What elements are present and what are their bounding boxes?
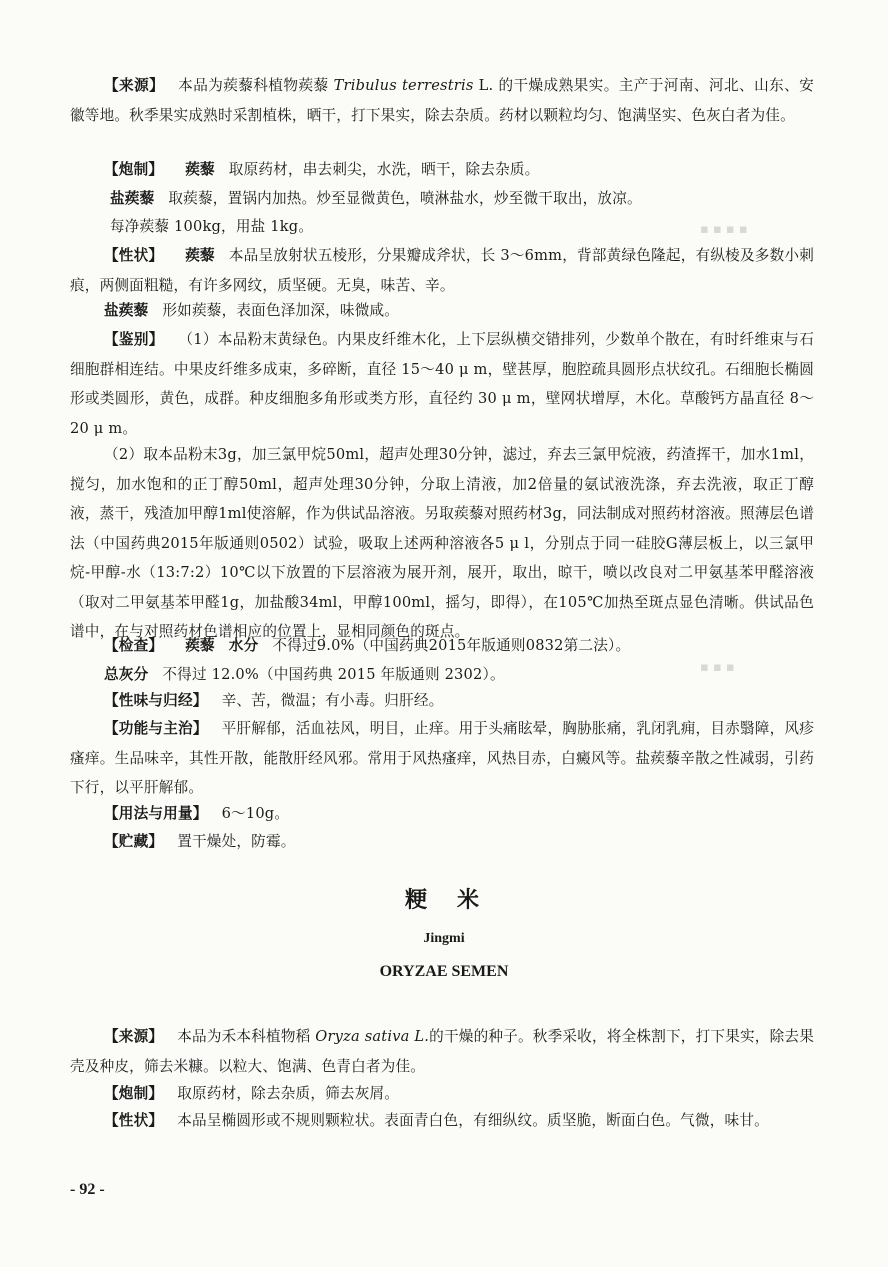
storage-section <box>70 827 814 857</box>
properties-item-name: 盐蒺藜 <box>104 302 149 319</box>
page-number: - 92 - <box>70 1181 105 1198</box>
properties-item-text: 形如蒺藜，表面色泽加深，味微咸。 <box>162 302 400 319</box>
properties-item-name: 蒺藜 <box>185 247 215 264</box>
source-label: 【来源】 <box>104 77 165 94</box>
identification-part-2 <box>70 440 814 647</box>
storage-text: 置干燥处，防霉。 <box>177 833 296 850</box>
properties-label: 【性状】 <box>104 1112 164 1129</box>
source-latin-name: Oryza sativa L. <box>315 1028 430 1045</box>
properties-item-text: 本品呈放射状五棱形，分果瓣成斧状，长 3～6mm，背部黄绿色隆起，有纵棱及多数小刺痕，两侧面粗糙，有许多网纹，质坚硬。无臭，味苦、辛。 <box>70 247 814 294</box>
properties-label: 【性状】 <box>104 247 164 264</box>
total-ash-text: 不得过 12.0%（中国药典 2015 年版通则 2302）。 <box>162 666 505 683</box>
function-text: 平肝解郁，活血祛风，明目，止痒。用于头痛眩晕，胸胁胀痛，乳闭乳痈，目赤翳障，风疹瘙痒。生品味辛，其性开散，能散肝经风邪。常用于风热瘙痒，风热目赤，白癜风等。盐蒺藜辛散之性减弱，引药下行，以平肝解郁。 <box>70 720 814 796</box>
identification-label: 【鉴别】 <box>104 331 164 348</box>
processing-note <box>70 212 814 242</box>
nature-label: 【性味与归经】 <box>104 692 208 709</box>
source-label: 【来源】 <box>104 1028 164 1045</box>
properties-section-2 <box>70 1106 814 1136</box>
function-label: 【功能与主治】 <box>104 720 208 737</box>
bleed-through-text: ▪ ▪ ▪ ▪ <box>700 222 748 237</box>
dosage-label: 【用法与用量】 <box>104 805 208 822</box>
processing-label: 【炮制】 <box>104 161 164 178</box>
processing-note-text: 每净蒺藜 100kg，用盐 1kg。 <box>110 218 314 235</box>
entry-title: 粳 米 <box>404 888 483 913</box>
properties-text: 本品呈椭圆形或不规则颗粒状。表面青白色，有细纵纹。质坚脆，断面白色。气微，味甘。 <box>177 1112 769 1129</box>
processing-item-salt <box>70 184 814 214</box>
total-ash-label: 总灰分 <box>104 666 149 683</box>
source-latin-name: Tribulus terrestris <box>333 77 474 94</box>
processing-item-text: 取蒺藜，置锅内加热。炒至显微黄色，喷淋盐水，炒至微干取出，放凉。 <box>168 190 642 207</box>
source-section-2 <box>70 1022 814 1081</box>
identification-section <box>70 325 814 443</box>
nature-section <box>70 686 814 716</box>
source-text-post: L. 的干燥成熟果实。主产于河南、河北、山东、安徽等地。秋季果实成熟时采割植株，晒干，打下果实，除去杂质。药材以颗粒均匀、饱满坚实、色灰白者为佳。 <box>70 77 814 124</box>
entry-latin-title: ORYZAE SEMEN <box>379 963 509 980</box>
bleed-through-text: ▪ ▪ ▪ <box>700 660 735 675</box>
source-text-pre: 本品为禾本科植物稻 <box>177 1028 316 1045</box>
dosage-text: 6～10g。 <box>221 805 290 822</box>
dosage-section <box>70 799 814 829</box>
properties-section <box>70 241 814 300</box>
check-subitem: 水分 <box>228 637 259 654</box>
processing-item-text: 取原药材，串去刺尖，水洗，晒干，除去杂质。 <box>228 161 540 178</box>
source-text-pre: 本品为蒺藜科植物蒺藜 <box>178 77 334 94</box>
properties-item-salt <box>70 296 814 326</box>
identification-text-1: （1）本品粉末黄绿色。内果皮纤维木化，上下层纵横交错排列，少数单个散在，有时纤维束与石细胞群相连结。中果皮纤维多成束，多碎断，直径 15～40 μ m，壁甚厚，胞腔疏具圆形点状纹孔。石细胞长椭圆形或类圆形，黄色，成群。种皮细胞多角形或类方形，直径约 30 μ m，壁网状增厚，木化。草酸钙方晶直径 8～20 μ m。 <box>70 331 814 437</box>
processing-section <box>70 155 814 185</box>
entry-pinyin: Jingmi <box>423 931 465 946</box>
nature-text: 辛、苦，微温；有小毒。归肝经。 <box>221 692 444 709</box>
check-item-name: 蒺藜 <box>185 637 215 654</box>
storage-label: 【贮藏】 <box>104 833 164 850</box>
check-section <box>70 631 814 661</box>
source-section <box>70 71 814 130</box>
processing-section-2 <box>70 1079 814 1109</box>
processing-item-name: 盐蒺藜 <box>110 190 155 207</box>
processing-label: 【炮制】 <box>104 1085 164 1102</box>
processing-item-name: 蒺藜 <box>185 161 215 178</box>
check-text: 不得过9.0%（中国药典2015年版通则0832第二法）。 <box>272 637 631 654</box>
check-label: 【检查】 <box>104 637 164 654</box>
source-text-post: 的干燥的种子。秋季采收，将全株割下，打下果实，除去果壳及种皮，筛去米糠。以粒大、饱满、色青白者为佳。 <box>70 1028 814 1075</box>
processing-text: 取原药材，除去杂质，筛去灰屑。 <box>177 1085 400 1102</box>
function-section <box>70 714 814 803</box>
identification-text-2: （2）取本品粉末3g，加三氯甲烷50ml，超声处理30分钟，滤过，弃去三氯甲烷液，药渣挥干，加水1ml，搅匀，加水饱和的正丁醇50ml，超声处理30分钟，分取上清液，加2倍量的氨试液洗涤，弃去洗液，取正丁醇液，蒸干，残渣加甲醇1ml使溶解，作为供试品溶液。另取蒺藜对照药材3g，同法制成对照药材溶液。照薄层色谱法（中国药典2015年版通则0502）试验，吸取上述两种溶液各5 μ l，分别点于同一硅胶G薄层板上，以三氯甲烷-甲醇-水（13:7:2）10℃以下放置的下层溶液为展开剂，展开，取出，晾干，喷以改良对二甲氨基苯甲醛溶液（取对二甲氨基苯甲醛1g，加盐酸34ml，甲醇100ml，摇匀，即得），在105℃加热至斑点显色清晰。供试品色谱中，在与对照药材色谱相应的位置上，显相同颜色的斑点。 <box>70 446 814 640</box>
